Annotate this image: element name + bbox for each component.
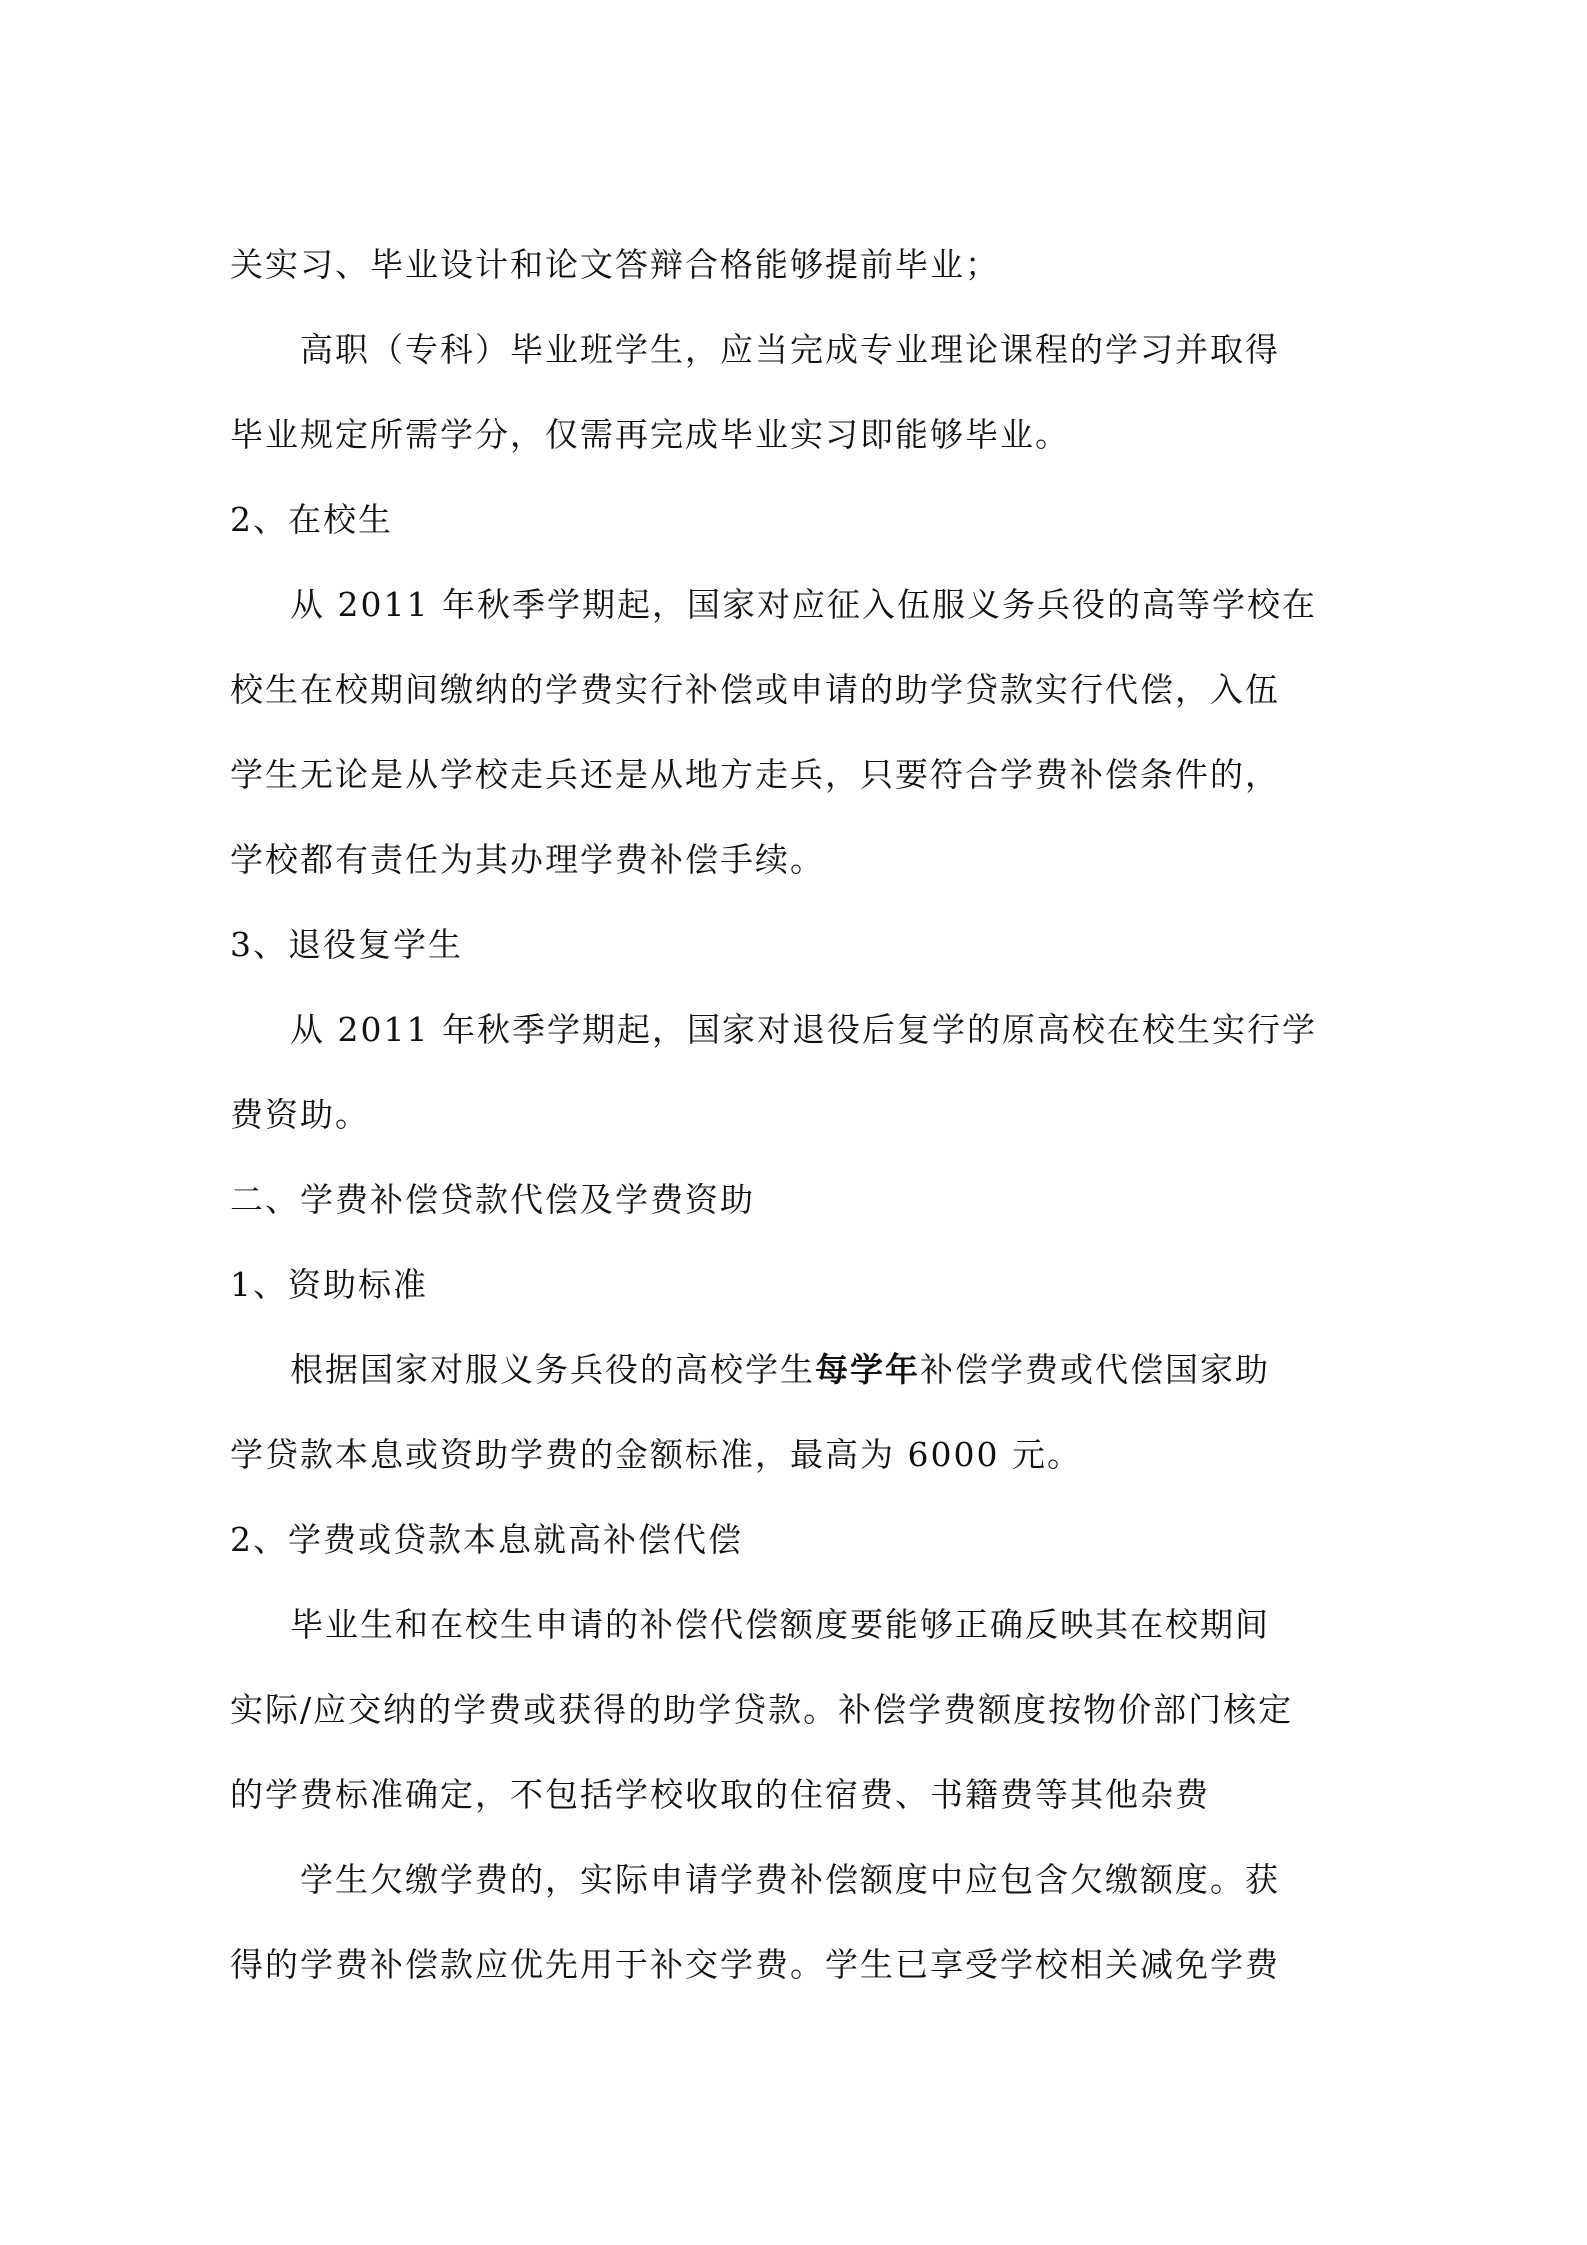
paragraph-line: 学校都有责任为其办理学费补偿手续。 — [230, 840, 825, 879]
section-heading: 3、退役复学生 — [230, 925, 463, 964]
standard-prefix-text: 根据国家对服义务兵役的高校学生 — [290, 1350, 815, 1389]
paragraph-line: 得的学费补偿款应优先用于补交学费。学生已享受学校相关减免学费 — [230, 1945, 1280, 1984]
standard-suffix-text: 补偿学费或代偿国家助 — [920, 1350, 1270, 1389]
section-heading: 二、学费补偿贷款代偿及学费资助 — [230, 1180, 755, 1219]
paragraph-line: 学贷款本息或资助学费的金额标准，最高为 6000 元。 — [230, 1435, 1082, 1474]
paragraph-line: 校生在校期间缴纳的学费实行补偿或申请的助学贷款实行代偿，入伍 — [230, 670, 1280, 709]
paragraph-line: 学生无论是从学校走兵还是从地方走兵，只要符合学费补偿条件的， — [230, 755, 1280, 794]
paragraph-line — [290, 1350, 1440, 1390]
standard-bold-text: 每学年 — [815, 1350, 920, 1389]
paragraph-line: 从 2011 年秋季学期起，国家对退役后复学的原高校在校生实行学 — [290, 1010, 1317, 1049]
paragraph-line: 实际/应交纳的学费或获得的助学贷款。补偿学费额度按物价部门核定 — [230, 1690, 1294, 1729]
paragraph-line: 毕业规定所需学分，仅需再完成毕业实习即能够毕业。 — [230, 415, 1070, 454]
section-heading: 2、在校生 — [230, 500, 393, 539]
paragraph-line: 关实习、毕业设计和论文答辩合格能够提前毕业； — [230, 245, 1000, 284]
paragraph-line: 的学费标准确定，不包括学校收取的住宿费、书籍费等其他杂费 — [230, 1775, 1210, 1814]
section-heading: 1、资助标准 — [230, 1265, 428, 1304]
paragraph-line: 高职（专科）毕业班学生，应当完成专业理论课程的学习并取得 — [300, 330, 1280, 369]
paragraph-line: 费资助。 — [230, 1095, 370, 1134]
paragraph-line: 从 2011 年秋季学期起，国家对应征入伍服义务兵役的高等学校在 — [290, 585, 1317, 624]
section-heading: 2、学费或贷款本息就高补偿代偿 — [230, 1520, 743, 1559]
paragraph-line: 毕业生和在校生申请的补偿代偿额度要能够正确反映其在校期间 — [290, 1605, 1270, 1644]
paragraph-line: 学生欠缴学费的，实际申请学费补偿额度中应包含欠缴额度。获 — [300, 1860, 1280, 1899]
